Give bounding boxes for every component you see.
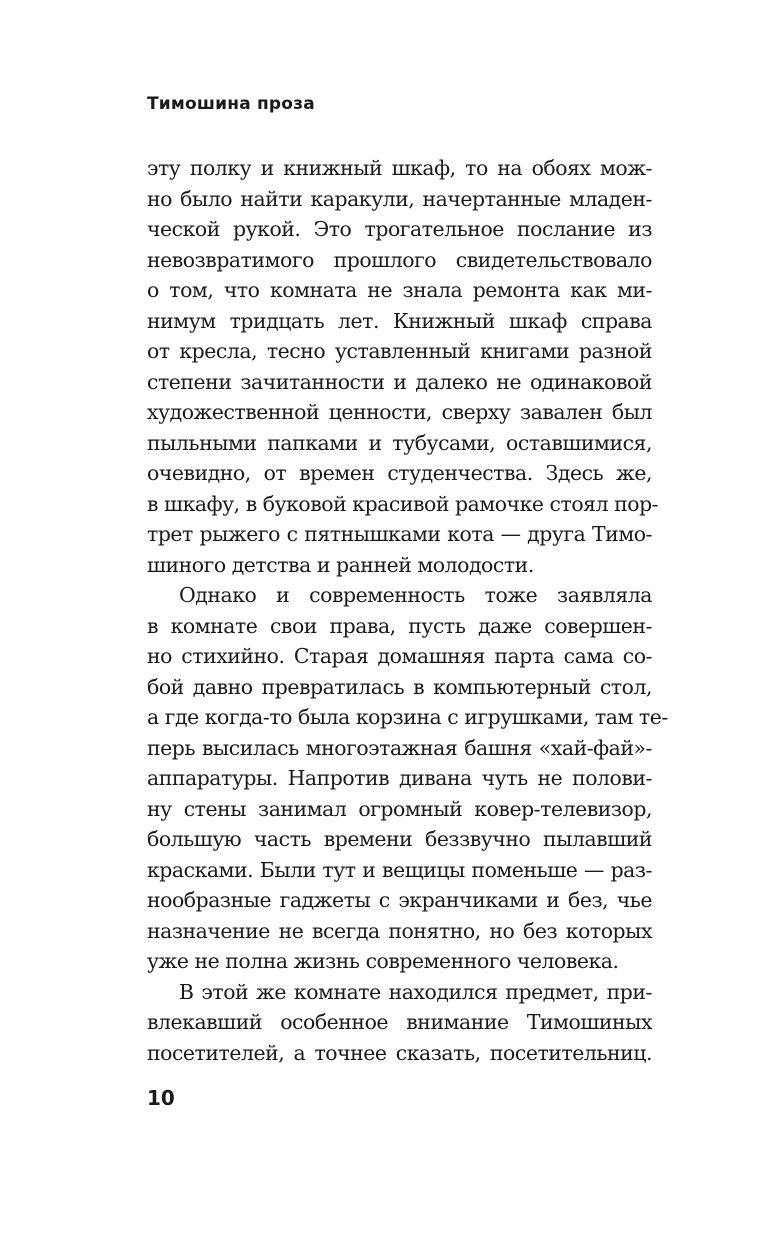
text-line: эту полку и книжный шкаф, то на обоях мож- xyxy=(147,156,652,180)
text-line: аппаратуры. Напротив дивана чуть не полови- xyxy=(147,766,652,790)
text-line: в шкафу, в буковой красивой рамочке стоял пор- xyxy=(147,491,659,516)
text-line: пыльными папками и тубусами, оставшимися, xyxy=(147,430,652,455)
text-line: о том, что комната не знала ремонта как ми- xyxy=(147,278,652,302)
text-line: художественной ценности, сверху завален был xyxy=(147,400,652,424)
text-line: перь высилась многоэтажная башня «хай-фай»- xyxy=(147,735,652,760)
text-line: но стихийно. Старая домашняя парта сама со- xyxy=(147,644,652,668)
text-line: большую часть времени беззвучно пылавший xyxy=(147,827,652,851)
text-line: нимум тридцать лет. Книжный шкаф справа xyxy=(147,308,652,333)
text-line: уже не полна жизнь современного человека. xyxy=(147,949,619,973)
text-line: посетителей, а точнее сказать, посетительниц. xyxy=(147,1040,652,1065)
text-line: но было найти каракули, начертанные младен- xyxy=(147,186,652,211)
text-line: очевидно, от времен студенчества. Здесь же, xyxy=(147,461,652,485)
text-line: невозвратимого прошлого свидетельствовало xyxy=(147,247,652,272)
text-line: назначение не всегда понятно, но без которых xyxy=(147,918,652,943)
text-line: нообразные гаджеты с экранчиками и без, чье xyxy=(147,888,652,912)
text-line: степени зачитанности и далеко не одинаковой xyxy=(147,369,652,394)
text-line: ну стены занимал огромный ковер-телевизор, xyxy=(147,796,652,821)
text-line: трет рыжего с пятнышками кота — друга Тимо- xyxy=(147,522,652,546)
text-line: от кресла, тесно уставленный книгами разной xyxy=(147,339,652,363)
text-line: ческой рукой. Это трогательное послание из xyxy=(147,217,652,241)
text-line: шиного детства и ранней молодости. xyxy=(147,552,534,577)
text-line: Однако и современность тоже заявляла xyxy=(179,583,652,607)
text-line: красками. Были тут и вещицы поменьше — раз- xyxy=(147,857,652,882)
body-text xyxy=(147,153,668,1068)
text-line: В этой же комнате находился предмет, при- xyxy=(179,979,652,1004)
text-line: влекавший особенное внимание Тимошиных xyxy=(147,1010,652,1034)
text-line: бой давно превратилась в компьютерный стол, xyxy=(147,674,652,699)
text-line: в комнате свои права, пусть даже совершен- xyxy=(147,613,652,638)
running-header: Тимошина проза xyxy=(147,94,315,114)
text-line: а где когда-то была корзина с игрушками, там те- xyxy=(147,705,668,729)
page-number: 10 xyxy=(147,1086,175,1110)
